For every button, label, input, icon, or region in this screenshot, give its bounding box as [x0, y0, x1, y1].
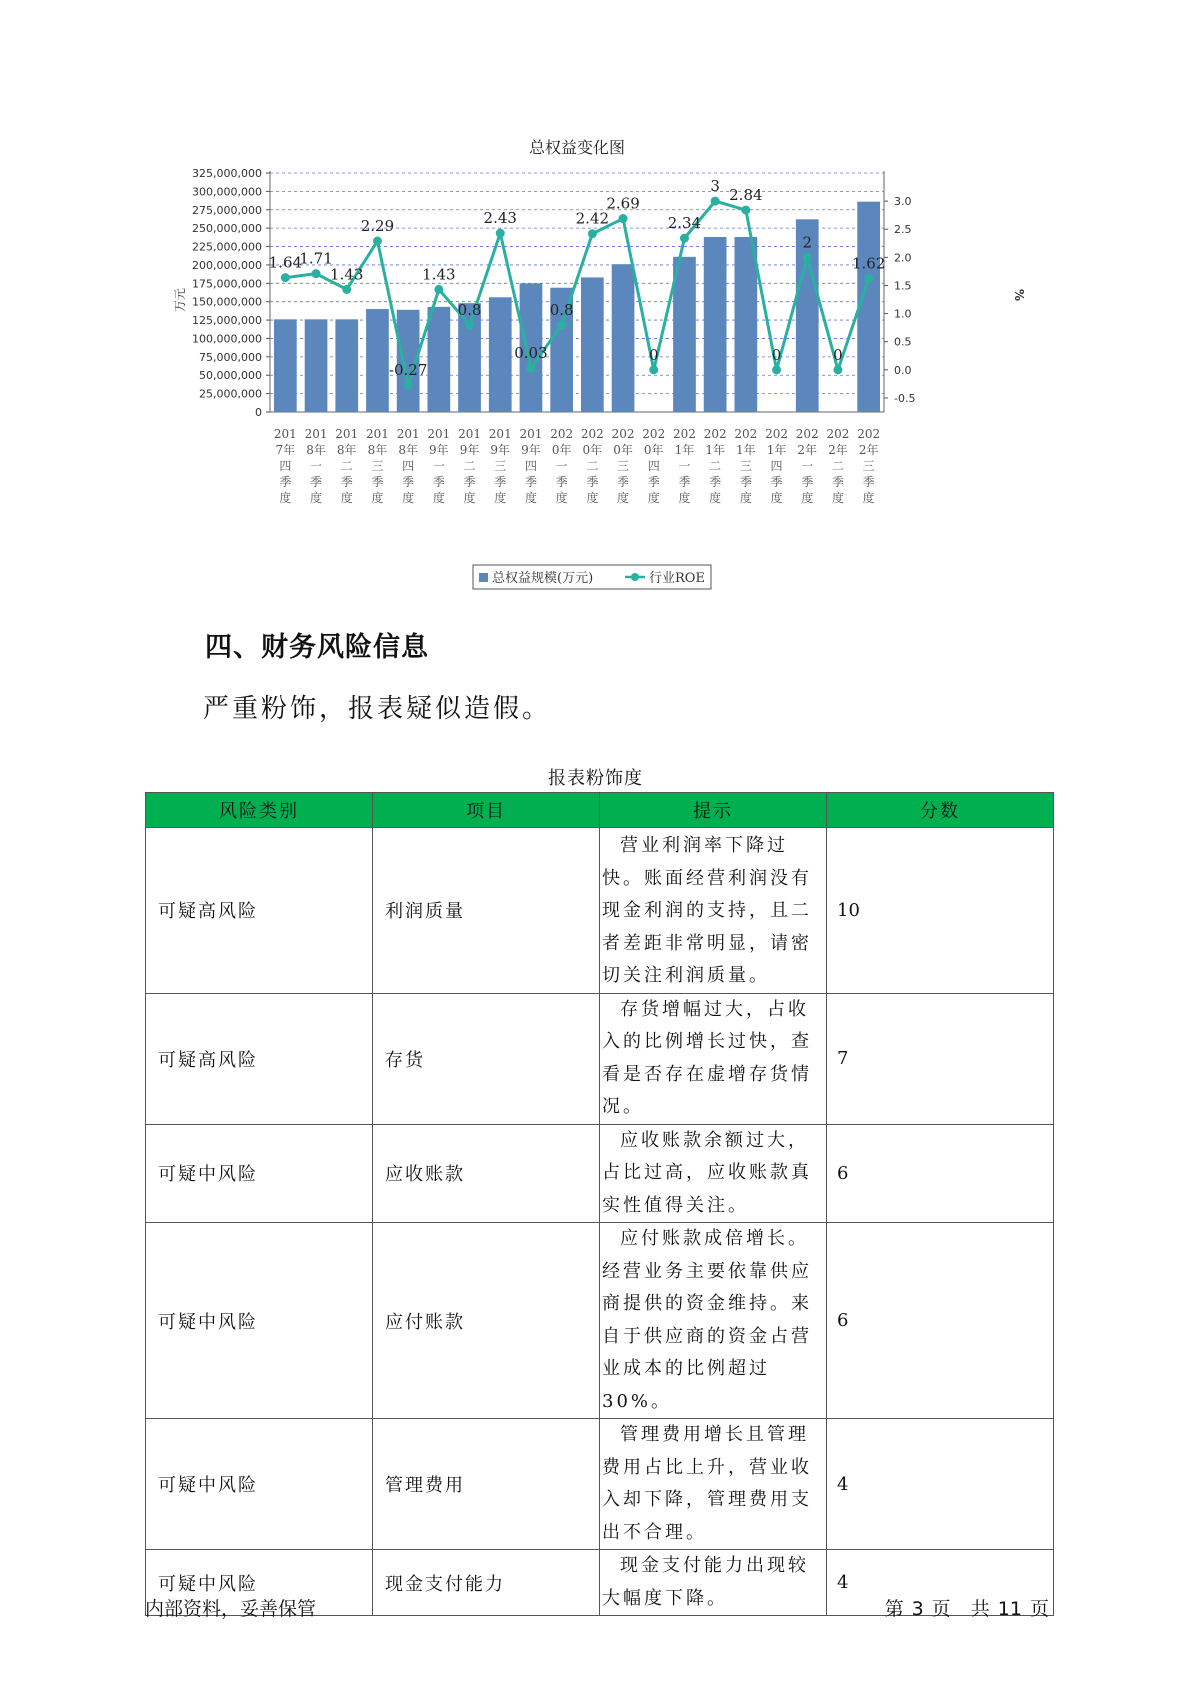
x-tick-label: 季: [678, 475, 691, 489]
x-tick-label: 201: [427, 427, 451, 441]
roe-point: [680, 234, 689, 243]
x-tick-label: 度: [862, 491, 875, 505]
table-row: [146, 1419, 1054, 1550]
x-tick-label: 季: [555, 475, 568, 489]
roe-data-label: 1.71: [299, 249, 333, 268]
roe-point: [465, 320, 474, 329]
roe-data-label: 1.43: [422, 265, 456, 284]
row-category: 可疑中风险: [146, 1550, 373, 1616]
chart-title: 总权益变化图: [528, 138, 626, 157]
x-tick-label: 度: [371, 491, 384, 505]
x-tick-label: 季: [494, 475, 507, 489]
section-heading: 四、财务风险信息: [205, 632, 429, 663]
x-tick-label: 8年: [336, 443, 357, 457]
x-tick-label: 二: [709, 459, 722, 473]
y-tick-label: 75,000,000: [199, 350, 262, 364]
x-tick-label: 201: [396, 427, 420, 441]
x-tick-label: 四: [770, 459, 783, 473]
y-tick-label: 100,000,000: [192, 332, 262, 346]
bar: [734, 237, 757, 412]
table-row: [146, 828, 1054, 994]
bar: [581, 277, 604, 412]
roe-point: [404, 381, 413, 390]
x-tick-label: 1年: [674, 443, 695, 457]
x-tick-label: 季: [739, 475, 752, 489]
x-tick-label: 202: [795, 427, 819, 441]
roe-point: [649, 365, 658, 374]
x-tick-label: 二: [340, 459, 353, 473]
x-tick-label: 202: [672, 427, 696, 441]
y2-tick-label: 2.5: [894, 223, 912, 237]
x-tick-label: 季: [770, 475, 783, 489]
x-tick-label: 201: [273, 427, 297, 441]
x-tick-label: 0年: [551, 443, 572, 457]
x-tick-label: 度: [402, 491, 415, 505]
y-axis-label: 万元: [173, 287, 187, 313]
row-item: 管理费用: [373, 1419, 600, 1550]
x-tick-label: 季: [617, 475, 630, 489]
bar: [274, 319, 297, 412]
x-tick-label: 度: [709, 491, 722, 505]
x-tick-label: 度: [770, 491, 783, 505]
y-tick-label: 175,000,000: [192, 277, 262, 291]
x-tick-label: 1年: [766, 443, 787, 457]
roe-data-label: 1.43: [330, 265, 364, 284]
y-tick-label: 0: [255, 406, 262, 419]
x-tick-label: 202: [580, 427, 604, 441]
roe-point: [373, 237, 382, 246]
roe-data-label: 2.69: [606, 194, 640, 213]
roe-point: [803, 253, 812, 262]
x-tick-label: 四: [279, 459, 292, 473]
x-tick-label: 度: [463, 491, 476, 505]
total-unit: 页: [1029, 1598, 1049, 1620]
x-tick-label: 2年: [797, 443, 818, 457]
y-tick-label: 200,000,000: [192, 258, 262, 272]
x-tick-label: 1年: [705, 443, 725, 457]
x-tick-label: 202: [642, 427, 666, 441]
roe-point: [833, 365, 842, 374]
row-score: 7: [827, 993, 1054, 1124]
row-category: 可疑中风险: [146, 1223, 373, 1419]
row-hint: 应收账款余额过大，占比过高，应收账款真实性值得关注。: [600, 1124, 827, 1223]
header-item: 项目: [373, 793, 600, 828]
x-tick-label: 201: [304, 427, 328, 441]
x-tick-label: 三: [862, 459, 875, 473]
y2-tick-label: -0.5: [894, 391, 916, 405]
y-tick-label: 250,000,000: [192, 222, 262, 236]
legend-line-marker: [631, 573, 639, 581]
roe-point: [434, 285, 443, 294]
x-tick-label: 三: [617, 459, 630, 473]
x-tick-label: 二: [831, 459, 844, 473]
roe-data-label: -0.27: [388, 361, 428, 380]
x-tick-label: 度: [739, 491, 752, 505]
x-tick-label: 9年: [429, 443, 449, 457]
roe-data-label: 2.43: [483, 209, 517, 228]
y-tick-label: 225,000,000: [192, 240, 262, 254]
x-tick-label: 2年: [828, 443, 848, 457]
bar: [489, 297, 512, 412]
y2-tick-label: 0.0: [894, 363, 912, 377]
x-tick-label: 四: [647, 459, 660, 473]
table-row: [146, 993, 1054, 1124]
table-row: [146, 1124, 1054, 1223]
section-summary: 严重粉饰，报表疑似造假。: [203, 694, 552, 724]
y-tick-label: 125,000,000: [192, 314, 262, 328]
table-header-row: [146, 793, 1054, 828]
row-score: 4: [827, 1419, 1054, 1550]
x-tick-label: 季: [340, 475, 353, 489]
bar: [427, 307, 450, 412]
roe-point: [619, 214, 628, 223]
x-tick-label: 一: [555, 459, 568, 473]
total-pages: 11: [997, 1598, 1022, 1620]
roe-data-label: 2: [802, 233, 813, 252]
x-tick-label: 度: [647, 491, 660, 505]
roe-data-label: 0: [833, 345, 843, 364]
y2-tick-label: 1.5: [894, 279, 912, 293]
row-category: 可疑高风险: [146, 828, 373, 994]
roe-data-label: 2.34: [667, 214, 702, 233]
x-tick-label: 季: [310, 475, 323, 489]
row-category: 可疑高风险: [146, 993, 373, 1124]
x-tick-label: 季: [647, 475, 660, 489]
x-tick-label: 201: [335, 427, 359, 441]
x-tick-label: 二: [586, 459, 599, 473]
row-score: 4: [827, 1550, 1054, 1616]
x-tick-label: 9年: [459, 443, 480, 457]
legend-bar-swatch: [479, 573, 488, 582]
roe-point: [312, 269, 321, 278]
roe-data-label: 2.42: [575, 209, 610, 228]
x-tick-label: 度: [555, 491, 568, 505]
x-tick-label: 季: [586, 475, 599, 489]
x-tick-label: 一: [432, 459, 445, 473]
bar: [673, 257, 696, 412]
x-tick-label: 四: [524, 459, 537, 473]
x-tick-label: 202: [826, 427, 850, 441]
x-tick-label: 度: [340, 491, 353, 505]
y2-tick-label: 1.0: [894, 307, 912, 321]
x-tick-label: 202: [550, 427, 574, 441]
x-tick-label: 202: [611, 427, 635, 441]
x-tick-label: 季: [463, 475, 476, 489]
footer-confidential: 内部资料，妥善保管: [145, 1598, 317, 1620]
x-tick-label: 1年: [736, 443, 756, 457]
bar: [305, 319, 328, 412]
bar: [457, 300, 482, 412]
roe-data-label: 2.84: [729, 186, 763, 205]
x-tick-label: 三: [371, 459, 384, 473]
x-tick-label: 度: [494, 491, 507, 505]
x-tick-label: 202: [703, 427, 727, 441]
x-tick-label: 季: [524, 475, 537, 489]
roe-data-label: 0.03: [514, 344, 548, 363]
row-category: 可疑中风险: [146, 1124, 373, 1223]
x-tick-label: 季: [709, 475, 722, 489]
row-item: 应付账款: [373, 1223, 600, 1419]
row-hint: 存货增幅过大，占收入的比例增长过快，查看是否存在虚增存货情况。: [600, 993, 827, 1124]
page-unit: 页: [931, 1598, 951, 1620]
row-category: 可疑中风险: [146, 1419, 373, 1550]
page-prefix: 第: [884, 1598, 904, 1620]
roe-point: [496, 229, 505, 238]
x-tick-label: 202: [734, 427, 758, 441]
x-tick-label: 度: [678, 491, 691, 505]
row-hint: 现金支付能力出现较大幅度下降。: [600, 1550, 827, 1616]
y2-tick-label: 2.0: [894, 251, 912, 265]
x-tick-label: 202: [857, 427, 881, 441]
risk-table: [145, 792, 1054, 1616]
legend-line-label: 行业ROE: [649, 571, 705, 586]
x-tick-label: 季: [279, 475, 292, 489]
y-tick-label: 300,000,000: [192, 185, 262, 199]
header-score: 分数: [827, 793, 1054, 828]
table-caption: 报表粉饰度: [548, 768, 643, 789]
x-tick-label: 季: [831, 475, 844, 489]
y-tick-label: 325,000,000: [192, 167, 262, 180]
x-tick-label: 四: [402, 459, 415, 473]
legend-bar-label: 总权益规模(万元): [492, 571, 594, 586]
roe-data-label: 0: [648, 345, 659, 364]
x-tick-label: 季: [402, 475, 415, 489]
roe-point: [772, 365, 781, 374]
roe-point: [711, 197, 720, 206]
row-score: 6: [827, 1124, 1054, 1223]
row-hint: 管理费用增长且管理费用占比上升，营业收入却下降，管理费用支出不合理。: [600, 1419, 827, 1550]
roe-point: [557, 320, 566, 329]
header-category: 风险类别: [146, 793, 373, 828]
y2-tick-label: 0.5: [894, 335, 912, 349]
x-tick-label: 7年: [275, 443, 296, 457]
footer-pagination: [881, 1594, 1053, 1621]
bar: [366, 309, 389, 412]
y2-axis-label: %: [1012, 288, 1026, 302]
x-tick-label: 0年: [643, 443, 664, 457]
row-item: 现金支付能力: [373, 1550, 600, 1616]
roe-point: [588, 229, 597, 238]
x-tick-label: 2年: [858, 443, 879, 457]
row-hint: 营业利润率下降过快。账面经营利润没有现金利润的支持，且二者差距非常明显，请密切关注利润质量。: [600, 828, 827, 994]
roe-point: [281, 273, 290, 282]
x-tick-label: 0年: [613, 443, 633, 457]
y2-tick-label: 3.0: [894, 195, 912, 209]
x-tick-label: 0年: [582, 443, 603, 457]
row-score: 6: [827, 1223, 1054, 1419]
roe-data-label: 3: [710, 177, 720, 196]
header-hint: 提示: [600, 793, 827, 828]
x-tick-label: 201: [458, 427, 482, 441]
x-tick-label: 一: [801, 459, 814, 473]
x-tick-label: 度: [801, 491, 814, 505]
table-row: [146, 1223, 1054, 1419]
roe-data-label: 0.8: [549, 300, 574, 319]
roe-point: [526, 364, 535, 373]
y-tick-label: 275,000,000: [192, 203, 262, 217]
x-tick-label: 二: [463, 459, 476, 473]
x-tick-label: 度: [310, 491, 323, 505]
roe-point: [864, 274, 873, 283]
equity-chart: [170, 135, 1026, 595]
row-item: 存货: [373, 993, 600, 1124]
x-tick-label: 季: [371, 475, 384, 489]
x-tick-label: 度: [831, 491, 844, 505]
x-tick-label: 9年: [521, 443, 541, 457]
x-tick-label: 度: [279, 491, 292, 505]
bar: [704, 237, 727, 412]
equity-chart-svg: [170, 135, 1026, 595]
x-tick-label: 201: [365, 427, 389, 441]
roe-data-label: 1.64: [268, 253, 303, 272]
x-tick-label: 202: [765, 427, 789, 441]
row-hint: 应付账款成倍增长。经营业务主要依靠供应商提供的资金维持。来自于供应商的资金占营业成本的比例超过30%。: [600, 1223, 827, 1419]
x-tick-label: 度: [524, 491, 537, 505]
x-tick-label: 季: [432, 475, 445, 489]
page-number: 3: [911, 1598, 924, 1620]
x-tick-label: 201: [488, 427, 512, 441]
x-tick-label: 度: [586, 491, 599, 505]
x-tick-label: 季: [862, 475, 875, 489]
x-tick-label: 三: [494, 459, 507, 473]
x-tick-label: 8年: [367, 443, 388, 457]
x-tick-label: 度: [617, 491, 630, 505]
bar: [612, 264, 635, 412]
roe-point: [741, 206, 750, 215]
x-tick-label: 8年: [398, 443, 418, 457]
row-score: 10: [827, 828, 1054, 994]
x-tick-label: 201: [519, 427, 543, 441]
y-tick-label: 25,000,000: [199, 387, 262, 401]
bar: [335, 319, 358, 412]
roe-point: [342, 285, 351, 294]
row-item: 利润质量: [373, 828, 600, 994]
x-tick-label: 度: [432, 491, 445, 505]
x-tick-label: 一: [678, 459, 691, 473]
x-tick-label: 8年: [306, 443, 326, 457]
roe-data-label: 0.8: [457, 300, 482, 319]
roe-data-label: 0: [771, 345, 782, 364]
x-tick-label: 9年: [490, 443, 511, 457]
roe-data-label: 1.62: [851, 254, 886, 273]
y-tick-label: 50,000,000: [199, 369, 262, 383]
x-tick-label: 一: [310, 459, 323, 473]
x-tick-label: 三: [739, 459, 752, 473]
y-tick-label: 150,000,000: [192, 295, 262, 309]
x-tick-label: 季: [801, 475, 814, 489]
roe-data-label: 2.29: [360, 217, 395, 236]
total-prefix: 共: [970, 1598, 990, 1620]
row-item: 应收账款: [373, 1124, 600, 1223]
